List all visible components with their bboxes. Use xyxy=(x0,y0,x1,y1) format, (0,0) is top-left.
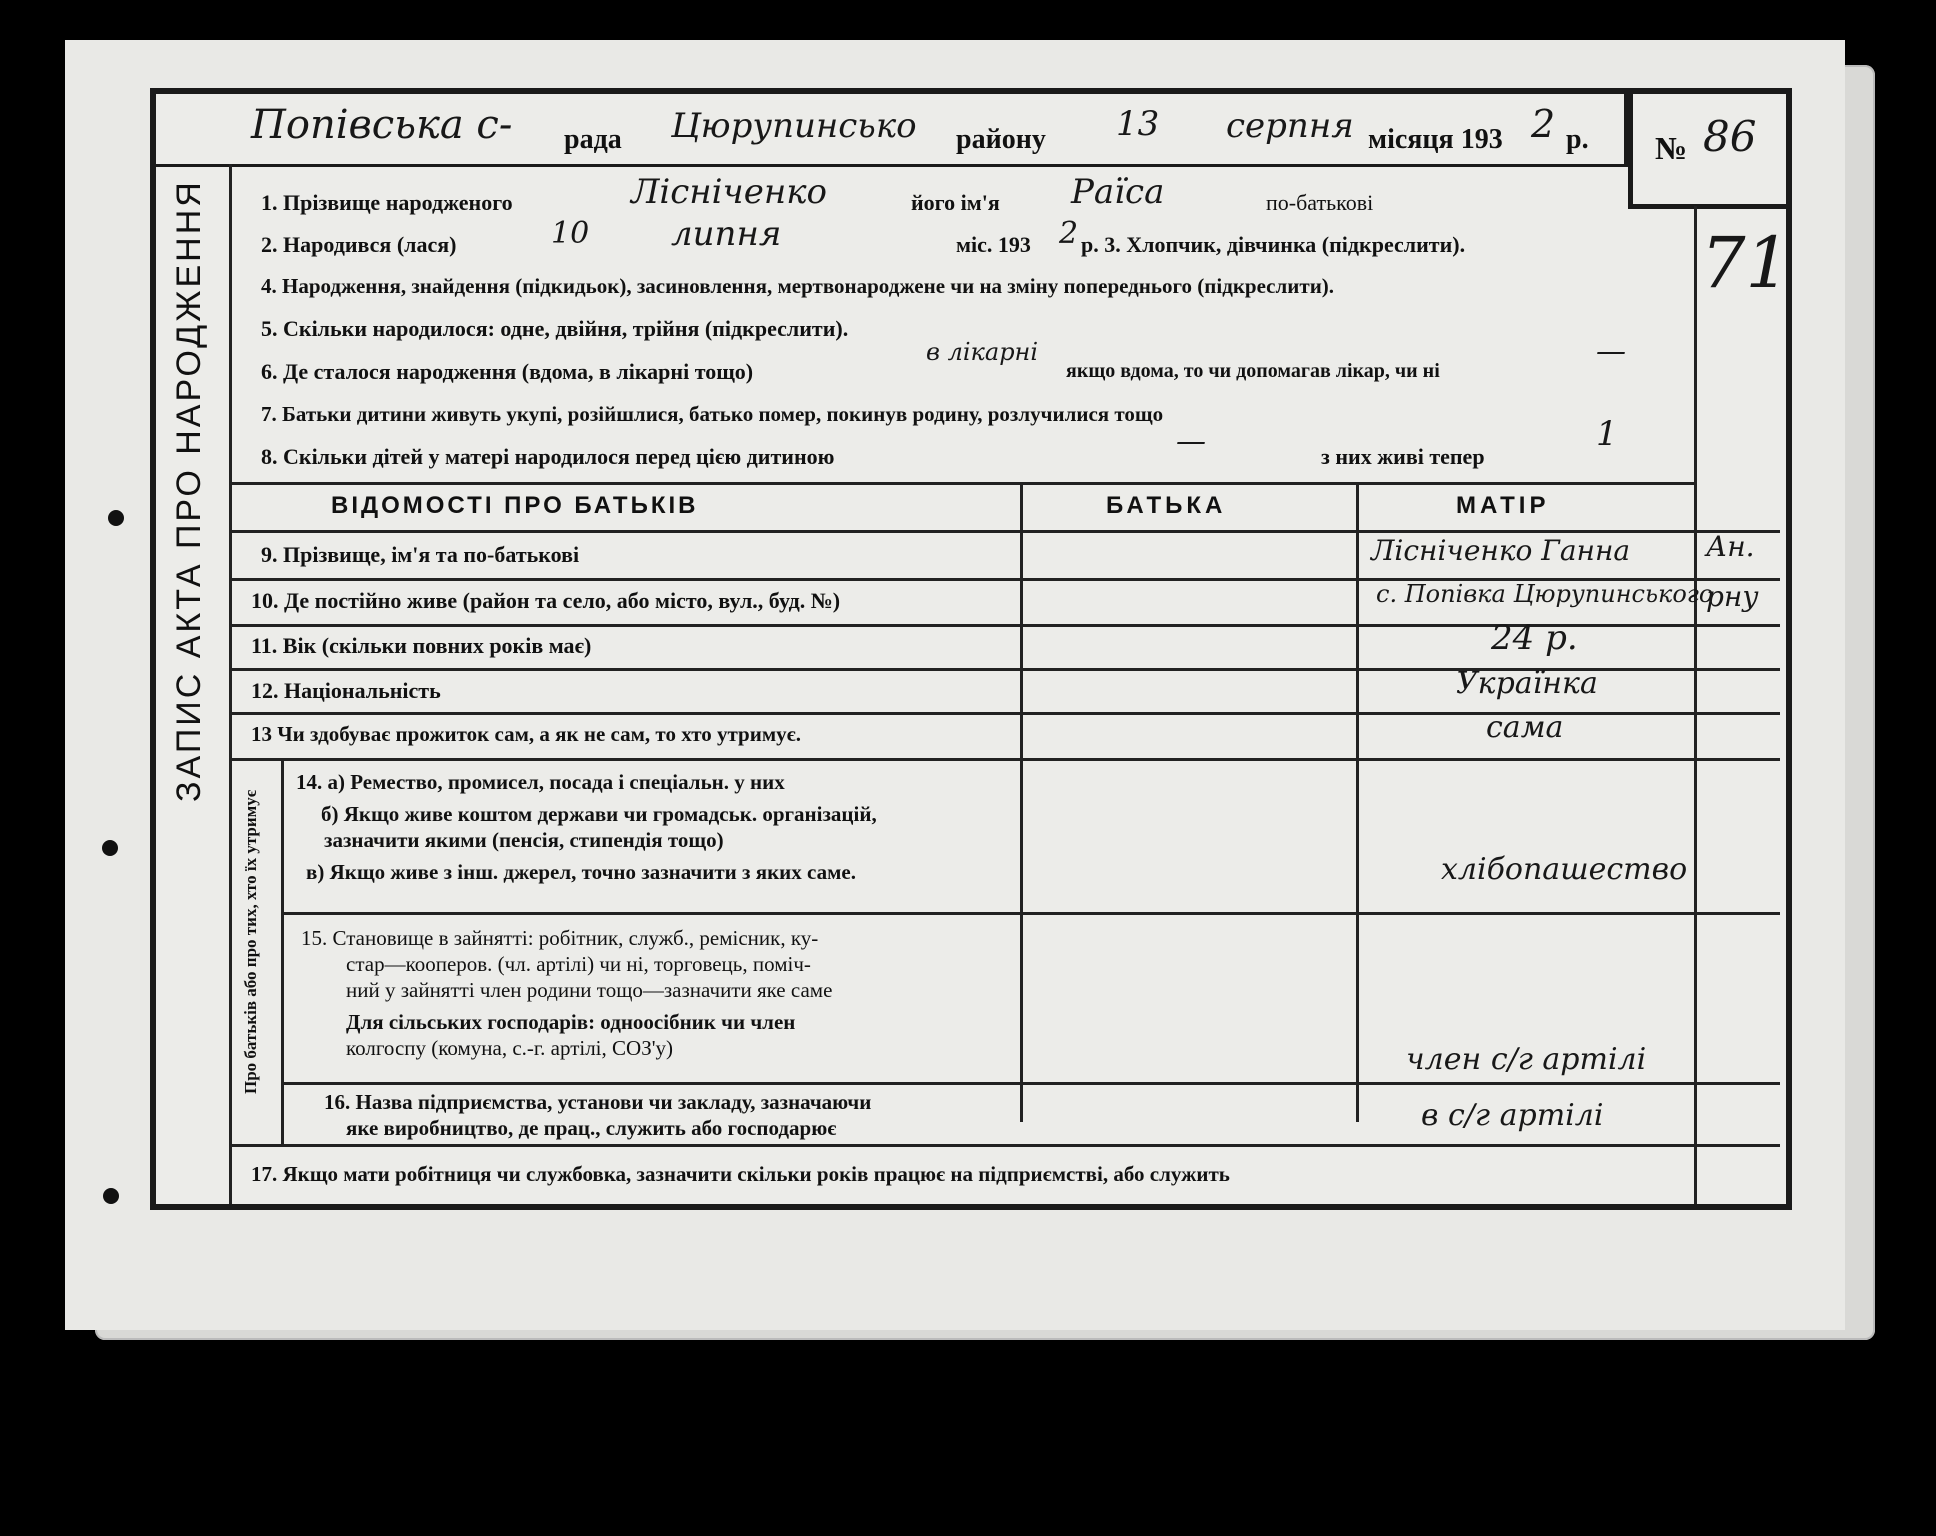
row15-hand: член с/г артілі xyxy=(1406,1042,1647,1077)
row9-hand: Лісніченко Ганна xyxy=(1371,534,1631,567)
council-hand: Попівська с- xyxy=(251,102,513,148)
punch-hole xyxy=(108,510,124,526)
row16b-label: яке виробництво, де прац., служить або господарює xyxy=(346,1116,837,1140)
row8-mid: з них живі тепер xyxy=(1321,444,1485,469)
row16a-label: 16. Назва підприємства, установи чи закладу, зазначаючи xyxy=(324,1090,872,1114)
row2-mid: міс. 193 xyxy=(956,232,1031,257)
row14-hand: хлібопашество xyxy=(1441,852,1688,887)
row1-name-hand: Раїса xyxy=(1071,172,1165,212)
row4-label: 4. Народження, знайдення (підкидьок), засиновлення, мертвонароджене чи на зміну попереднього (підкреслити). xyxy=(261,274,1335,298)
district-hand: Цюрупинсько xyxy=(671,106,917,146)
margin-divider xyxy=(1694,206,1697,1204)
row2-rest: р. 3. Хлопчик, дівчинка (підкреслити). xyxy=(1081,232,1466,257)
row14b2-label: зазначити якими (пенсія, стипендія тощо) xyxy=(324,828,724,852)
row10-extra-hand: рну xyxy=(1706,580,1759,613)
table-line xyxy=(281,1082,1780,1085)
row7-label: 7. Батьки дитини живуть укупі, розійшлися, батько помер, покинув родину, розлучилися тощо xyxy=(261,402,1164,426)
row6-rest: якщо вдома, то чи допомагав лікар, чи ні xyxy=(1066,360,1440,382)
table-line xyxy=(281,912,1780,915)
table-head-mother: МАТІР xyxy=(1456,492,1550,519)
row9-label: 9. Прізвище, ім'я та по-батькові xyxy=(261,542,580,567)
row12-label: 12. Національність xyxy=(251,678,441,703)
table-head-line xyxy=(229,530,1780,533)
row14c-label: в) Якщо живе з інш. джерел, точно зазначити з яких саме. xyxy=(306,860,856,884)
row15d-label: Для сільських господарів: одноосібник чи член xyxy=(346,1010,796,1034)
row10-label: 10. Де постійно живе (район та село, або місто, вул., буд. №) xyxy=(251,588,841,613)
row11-hand: 24 р. xyxy=(1491,618,1578,658)
row12-hand: Українка xyxy=(1456,666,1598,701)
side-subtitle: Про батьків або про тих, хто їх утримує xyxy=(241,789,260,1094)
row8-label: 8. Скільки дітей у матері народилося перед цією дитиною xyxy=(261,444,835,469)
row13-label: 13 Чи здобуває прожиток сам, а як не сам, то хто утримує. xyxy=(251,722,801,746)
row6-hand: в лікарні xyxy=(926,338,1039,366)
table-head-info: ВІДОМОСТІ ПРО БАТЬКІВ xyxy=(331,492,699,519)
row1-name-label: його ім'я xyxy=(911,190,1000,215)
month-label: місяця 193 xyxy=(1368,124,1503,155)
row1-label: 1. Прізвище народженого xyxy=(261,190,513,215)
row13-hand: сама xyxy=(1486,710,1564,745)
row8-hand: 1 xyxy=(1596,414,1618,454)
row15b-label: стар—кооперов. (чл. артілі) чи ні, торговець, поміч- xyxy=(346,952,811,976)
table-line xyxy=(229,1144,1780,1147)
row11-label: 11. Вік (скільки повних років має) xyxy=(251,633,592,658)
year-hand: 2 xyxy=(1531,102,1556,146)
no-hand: 86 xyxy=(1703,112,1757,161)
year-suffix: р. xyxy=(1566,124,1589,155)
side-title: ЗАПИС АКТА ПРО НАРОДЖЕННЯ xyxy=(170,179,208,802)
subgroup-divider xyxy=(281,758,284,1144)
row1-patronymic-label: по-батькові xyxy=(1266,190,1374,215)
punch-hole xyxy=(103,1188,119,1204)
row6-dash: — xyxy=(1596,334,1626,369)
row15e-label: колгоспу (комуна, с.-г. артілі, СОЗ'у) xyxy=(346,1036,673,1060)
table-top-line xyxy=(229,482,1694,485)
row10-hand: с. Попівка Цюрупинського xyxy=(1376,580,1714,608)
row14b-label: б) Якщо живе коштом держави чи громадськ. організацій, xyxy=(321,802,877,826)
table-head-father: БАТЬКА xyxy=(1106,492,1227,519)
month-hand: серпня xyxy=(1226,106,1354,146)
record-number-box xyxy=(1628,94,1791,209)
table-line xyxy=(229,758,1780,761)
row2-month-hand: липня xyxy=(671,214,782,254)
row5-label: 5. Скільки народилося: одне, двійня, трійня (підкреслити). xyxy=(261,316,849,341)
side-divider xyxy=(229,164,232,1204)
day-hand: 13 xyxy=(1116,104,1160,144)
no-label: № xyxy=(1655,130,1688,166)
row15a-label: 15. Становище в зайнятті: робітник, служб., ремісник, ку- xyxy=(301,926,819,950)
row2-year-hand: 2 xyxy=(1059,216,1079,251)
row6-label: 6. Де сталося народження (вдома, в лікарні тощо) xyxy=(261,359,754,384)
header-line xyxy=(156,94,1628,167)
punch-hole xyxy=(102,840,118,856)
rayon-label: району xyxy=(956,124,1046,155)
row15c-label: ний у зайнятті член родини тощо—зазначити яке саме xyxy=(346,978,833,1002)
row8-dash: — xyxy=(1176,424,1206,459)
margin-number-hand: 71 xyxy=(1701,222,1791,304)
rada-label: рада xyxy=(564,124,622,155)
row17-label: 17. Якщо мати робітниця чи службовка, зазначити скільки років працює на підприємстві, або служить xyxy=(251,1162,1230,1186)
row1-surname-hand: Лісніченко xyxy=(631,172,827,212)
row9-extra-hand: Ан. xyxy=(1706,530,1755,563)
row16-hand: в с/г артілі xyxy=(1421,1098,1604,1133)
row2-day-hand: 10 xyxy=(551,216,590,251)
row14a-label: 14. а) Ремество, промисел, посада і спеціальн. у них xyxy=(296,770,785,794)
row2-label: 2. Народився (лася) xyxy=(261,232,457,257)
form-frame xyxy=(150,88,1792,1210)
